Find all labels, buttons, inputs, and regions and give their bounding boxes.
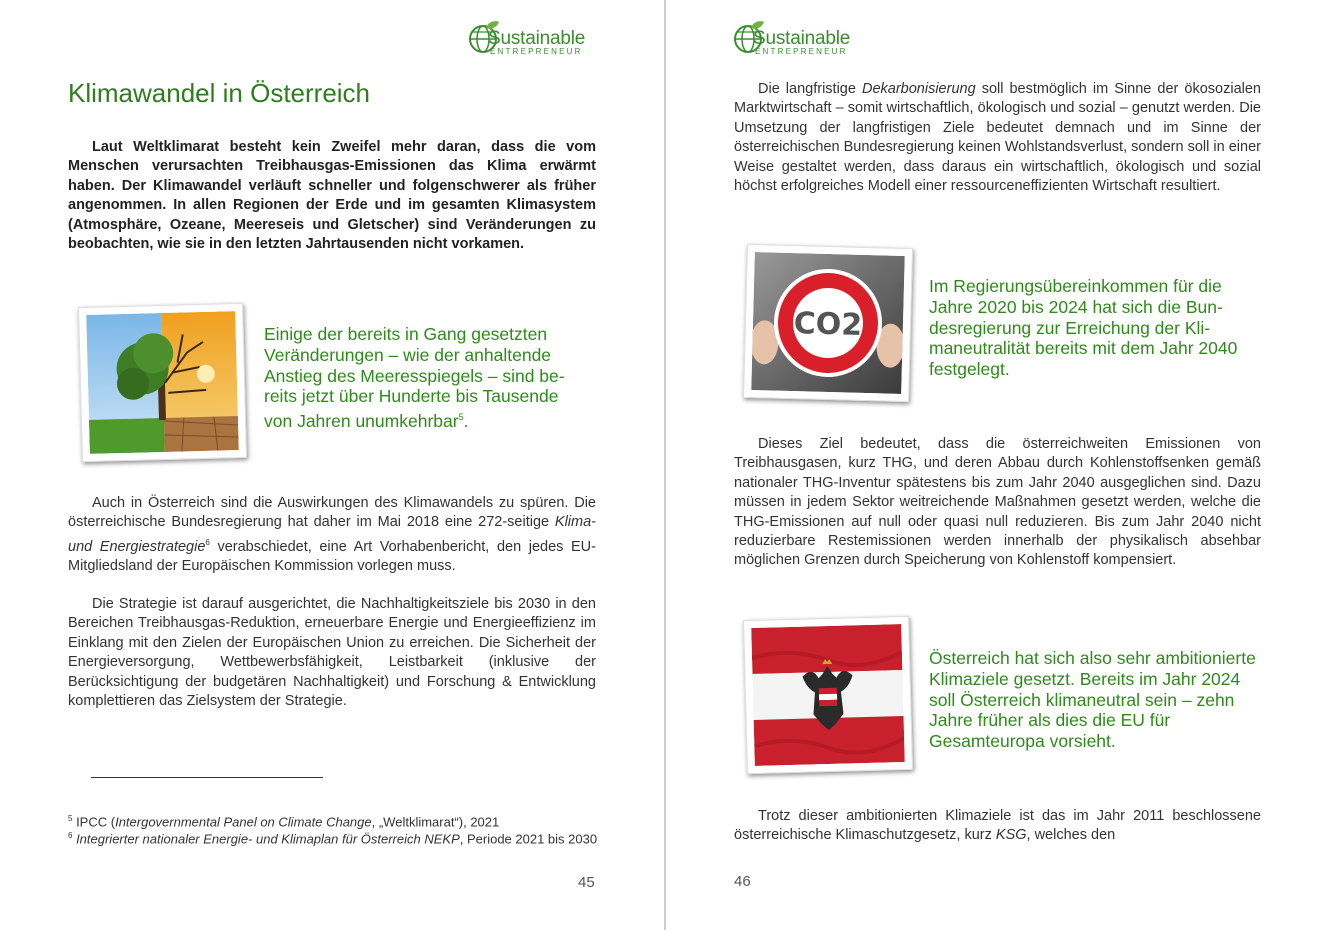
footnote-6-number: 6 (68, 831, 73, 840)
r-p1-text-b: soll bestmöglich im Sinne der ökosozialen Marktwirtschaft – somit wirtschaftlich, ökologisch und sozial – genutzt werden. Die Umsetzung der langfristigen Ziele bedeutet demnach und im Sinne der österreichischen Bundesregierung keinen Wohlstandsverlust, sondern soll in einer Weise gestaltet werden, dass daraus ein wirtschaftlich, ökologisch und sozial höchst erfolgreiches Modell einer ressourceneffizienten Wirtschaft resultiert. (734, 81, 1261, 195)
logo-tagline: ENTREPRENEUR (755, 47, 848, 56)
footnote-5-text-a: IPCC ( (72, 814, 116, 830)
p2-text-a: Auch in Österreich sind die Auswirkungen des Klimawandels zu spüren. Die österreichische Bundesregierung hat daher im Mai 2018 eine 272-seitige (68, 495, 596, 531)
logo-wordmark: Sustainable (488, 28, 586, 49)
paragraph-strategy: Die Strategie ist darauf ausgerichtet, die Nachhaltigkeitsziele bis 2030 in den Bereichen Treibhausgas-Reduktion, erneuerbare Energie und Energieeffizienz im Einklang mit den Zielen der Europäischen Union zu erreichen. Die Sicherheit der Energieversorgung, Wettbewerbsfähigkeit, Leistbarkeit (inklusive der Berücksichtigung der budgetären Nachhaltigkeit) und Forschung & Entwicklung komplettieren das Zielsystem der Strategie. (68, 596, 596, 710)
p2-strategy-title: Klima- und Energiestrategie (68, 514, 596, 555)
austria-flag-image (743, 616, 913, 774)
footnote-ref-6: 6 (205, 537, 210, 547)
footnote-5-number: 5 (68, 814, 73, 823)
paragraph-ksg (734, 807, 1261, 846)
paragraph-austria-impacts (68, 494, 596, 576)
callout-text (264, 324, 586, 432)
r-p1-em: Dekarbonisierung (861, 81, 976, 97)
r-p3-em: KSG (995, 827, 1027, 844)
r-p3-text-a: Trotz dieser ambitionierten Klimaziele ist das im Jahr 2011 beschlossene österreichische Klimaschutzgesetz, kurz (734, 808, 1261, 844)
r-p3-text-b: , welches den (1026, 827, 1116, 844)
sustainable-entrepreneur-logo (468, 18, 608, 60)
callout-austria-goals: Österreich hat sich also sehr ambitionierte Klimaziele gesetzt. Bereits im Jahr 2024 soll Österreich klimaneutral sein – zehn Jahre früher als dies die EU für Gesamteuropa vorsieht. (929, 648, 1256, 752)
footnote-divider (91, 777, 323, 778)
footnote-6 (68, 827, 598, 847)
footnote-ref-5: 5 (458, 412, 464, 423)
footnote-5-text-b: , „Weltklimarat“), 2021 (371, 814, 500, 830)
right-page (666, 0, 1326, 930)
footnote-6-text-b: , Periode 2021 bis 2030 (459, 831, 598, 847)
co2-sign-image (743, 244, 913, 402)
intro-paragraph: Laut Weltklimarat besteht kein Zweifel mehr daran, dass die vom Menschen verursachten Treibhausgas-Emissionen das Klima erwärmt haben. Der Klimawandel verläuft schneller und folgenschwerer als früher angenommen. In allen Regionen der Erde und im gesamten Klimasystem (Atmosphäre, Ozeane, Meereseis und Gletscher) sind Veränderungen zu beobachten, wie sie in den letzten Jahrtausenden nicht vorkamen. (68, 139, 596, 253)
callout-body: Einige der bereits in Gang gesetzten Veränderungen – wie der anhaltende Anstieg des Meeresspiegels – sind bereits jetzt über Hunderte bis Tausende von Jahren unumkehrbar (264, 324, 565, 432)
co2-label: CO2 (793, 306, 863, 343)
sustainable-entrepreneur-logo-right (733, 18, 873, 60)
footnote-6-em: Integrierter nationaler Energie- und Klimaplan für Österreich NEKP (72, 831, 460, 847)
paragraph-decarbonisation (734, 80, 1261, 196)
climate-tree-image (78, 303, 247, 462)
paragraph-goal: Dieses Ziel bedeutet, dass die österreichweiten Emissionen von Treibhausgasen, kurz THG, und deren Abbau durch Kohlenstoffsenken gemäß nationaler THG-Inventur spätestens bis zum Jahr 2040 ausgeglichen sind. Dazu müssen in jedem Sektor weitreichende Maßnahmen gesetzt werden, welche die THG-Emissionen auf null oder quasi null reduzieren. Bis zum Jahr 2040 nicht reduzierbare Restemissionen werden innerhalb der physikalisch absehbar möglichen Grenzen durch Speicherung von Kohlenstoff kompensiert. (734, 436, 1261, 569)
logo-tagline: ENTREPRENEUR (490, 47, 583, 56)
p2-text-b: verabschiedet, eine Art Vorhabenbericht, den jedes EU-Mitgliedsland der Europäischen Kommission vorlegen muss. (68, 538, 596, 575)
r-p1-text-a: Die langfristige (758, 81, 862, 97)
page-number-right: 46 (734, 873, 751, 890)
callout-end: . (463, 411, 469, 432)
page-title: Klimawandel in Österreich (68, 78, 371, 108)
logo-wordmark: Sustainable (753, 28, 851, 49)
callout-regierung: Im Regierungsübereinkommen für die Jahre 2020 bis 2024 hat sich die Bundesregierung zur Erreichung der Klimaneutralität bereits mit dem Jahr 2040 festgelegt. (929, 276, 1238, 380)
footnote-5-em: Intergovernmental Panel on Climate Change (115, 814, 372, 830)
page-number-left: 45 (578, 874, 595, 891)
